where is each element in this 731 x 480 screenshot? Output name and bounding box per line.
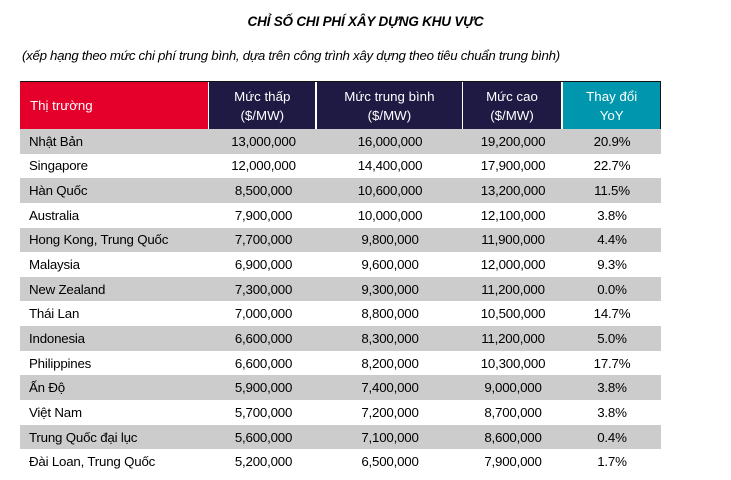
cell-high-cost: 11,200,000 <box>481 281 545 297</box>
cell-yoy-change: 3.8% <box>597 380 627 396</box>
cell-yoy-change: 3.8% <box>597 404 627 420</box>
cell-low-cost: 7,000,000 <box>234 306 293 322</box>
table-row <box>20 351 661 376</box>
cell-low-cost: 7,700,000 <box>234 232 293 248</box>
cell-low-cost: 5,600,000 <box>234 429 293 445</box>
cell-market: Malaysia <box>29 257 80 273</box>
cell-low-cost: 5,700,000 <box>234 404 293 420</box>
cell-market: Hong Kong, Trung Quốc <box>29 232 169 248</box>
cell-yoy-change: 3.8% <box>597 207 627 223</box>
table-header <box>20 81 661 129</box>
table-row <box>20 449 661 474</box>
table-row <box>20 425 661 450</box>
cell-yoy-change: 11.5% <box>594 183 630 199</box>
header-high-unit: ($/MW) <box>490 107 534 123</box>
cell-high-cost: 9,000,000 <box>484 380 542 396</box>
cell-market: Trung Quốc đại lục <box>29 429 138 445</box>
cell-market: Australia <box>29 207 79 223</box>
cell-high-cost: 10,500,000 <box>480 306 546 322</box>
cell-yoy-change: 22.7% <box>593 158 631 174</box>
cell-low-cost: 8,500,000 <box>234 183 293 199</box>
cell-yoy-change: 14.7% <box>593 306 631 322</box>
table-row <box>20 228 661 253</box>
cell-mid-cost: 10,000,000 <box>357 207 423 223</box>
table-row <box>20 178 661 203</box>
header-yoy-unit: YoY <box>599 107 624 123</box>
table-row <box>20 326 661 351</box>
cell-mid-cost: 7,200,000 <box>361 404 419 420</box>
header-low <box>209 82 315 129</box>
header-mid-label: Mức trung bình <box>344 88 435 104</box>
cell-mid-cost: 14,400,000 <box>357 158 423 174</box>
cell-low-cost: 6,900,000 <box>234 257 293 273</box>
cell-low-cost: 7,300,000 <box>234 281 293 297</box>
page-title: CHỈ SỐ CHI PHÍ XÂY DỰNG KHU VỰC <box>247 14 484 29</box>
cell-mid-cost: 9,300,000 <box>361 281 419 297</box>
header-market-label: Thị trường <box>30 98 93 113</box>
table-row <box>20 203 661 228</box>
cell-high-cost: 11,900,000 <box>481 232 545 248</box>
table-row <box>20 301 661 326</box>
cell-yoy-change: 0.0% <box>597 281 627 297</box>
cell-yoy-change: 4.4% <box>597 232 627 248</box>
cell-market: Việt Nam <box>29 404 82 420</box>
cell-mid-cost: 10,600,000 <box>357 183 423 199</box>
header-high-label: Mức cao <box>486 88 538 104</box>
cell-mid-cost: 8,200,000 <box>361 355 419 371</box>
cell-yoy-change: 17.7% <box>593 355 631 371</box>
cell-yoy-change: 20.9% <box>593 133 631 149</box>
header-mid <box>317 82 462 129</box>
table-row <box>20 252 661 277</box>
cell-mid-cost: 8,800,000 <box>361 306 419 322</box>
cell-high-cost: 19,200,000 <box>480 133 546 149</box>
cell-high-cost: 12,000,000 <box>480 257 546 273</box>
header-mid-unit: ($/MW) <box>367 107 412 123</box>
cell-low-cost: 12,000,000 <box>231 158 296 174</box>
cell-mid-cost: 7,400,000 <box>361 380 419 396</box>
header-high <box>463 82 562 129</box>
cell-mid-cost: 7,100,000 <box>361 429 419 445</box>
cell-market: Thái Lan <box>29 306 80 322</box>
header-low-label: Mức thấp <box>234 88 291 104</box>
table-row <box>20 129 661 154</box>
header-yoy <box>563 82 661 129</box>
cell-high-cost: 8,700,000 <box>484 404 542 420</box>
cell-high-cost: 17,900,000 <box>480 158 546 174</box>
header-yoy-label: Thay đổi <box>586 88 638 104</box>
cell-low-cost: 6,600,000 <box>234 330 293 346</box>
cell-market: Ấn Độ <box>29 380 65 396</box>
cell-mid-cost: 9,600,000 <box>361 257 419 273</box>
table-row <box>20 400 661 425</box>
cell-mid-cost: 16,000,000 <box>357 133 423 149</box>
cell-low-cost: 5,200,000 <box>234 454 293 470</box>
cell-market: Đài Loan, Trung Quốc <box>29 454 156 470</box>
cell-yoy-change: 5.0% <box>597 330 627 346</box>
cell-market: Singapore <box>29 158 88 174</box>
cell-high-cost: 7,900,000 <box>484 454 542 470</box>
cell-high-cost: 11,200,000 <box>481 330 545 346</box>
table-row <box>20 375 661 400</box>
table-row <box>20 277 661 302</box>
cell-yoy-change: 9.3% <box>597 257 627 273</box>
cell-low-cost: 7,900,000 <box>234 207 293 223</box>
cell-mid-cost: 6,500,000 <box>361 454 419 470</box>
cell-low-cost: 6,600,000 <box>234 355 293 371</box>
cell-high-cost: 8,600,000 <box>484 429 542 445</box>
page-subtitle: (xếp hạng theo mức chi phí trung bình, dựa trên công trình xây dựng theo tiêu chuẩn trung bình) <box>22 48 560 63</box>
cell-market: Nhật Bản <box>29 133 83 149</box>
cell-low-cost: 13,000,000 <box>231 133 296 149</box>
cell-mid-cost: 8,300,000 <box>361 330 419 346</box>
cell-high-cost: 12,100,000 <box>480 207 546 223</box>
table-row <box>20 154 661 179</box>
cell-high-cost: 10,300,000 <box>480 355 546 371</box>
cost-index-table <box>20 81 661 474</box>
cell-high-cost: 13,200,000 <box>480 183 546 199</box>
cell-mid-cost: 9,800,000 <box>361 232 419 248</box>
cell-market: Hàn Quốc <box>29 183 88 199</box>
header-low-unit: ($/MW) <box>240 107 285 123</box>
cell-yoy-change: 0.4% <box>597 429 627 445</box>
header-market <box>20 82 208 129</box>
cell-market: New Zealand <box>29 281 106 297</box>
cell-market: Indonesia <box>29 330 85 346</box>
cell-market: Philippines <box>29 355 92 371</box>
table-body <box>20 129 661 474</box>
cell-yoy-change: 1.7% <box>597 454 627 470</box>
cell-low-cost: 5,900,000 <box>234 380 293 396</box>
